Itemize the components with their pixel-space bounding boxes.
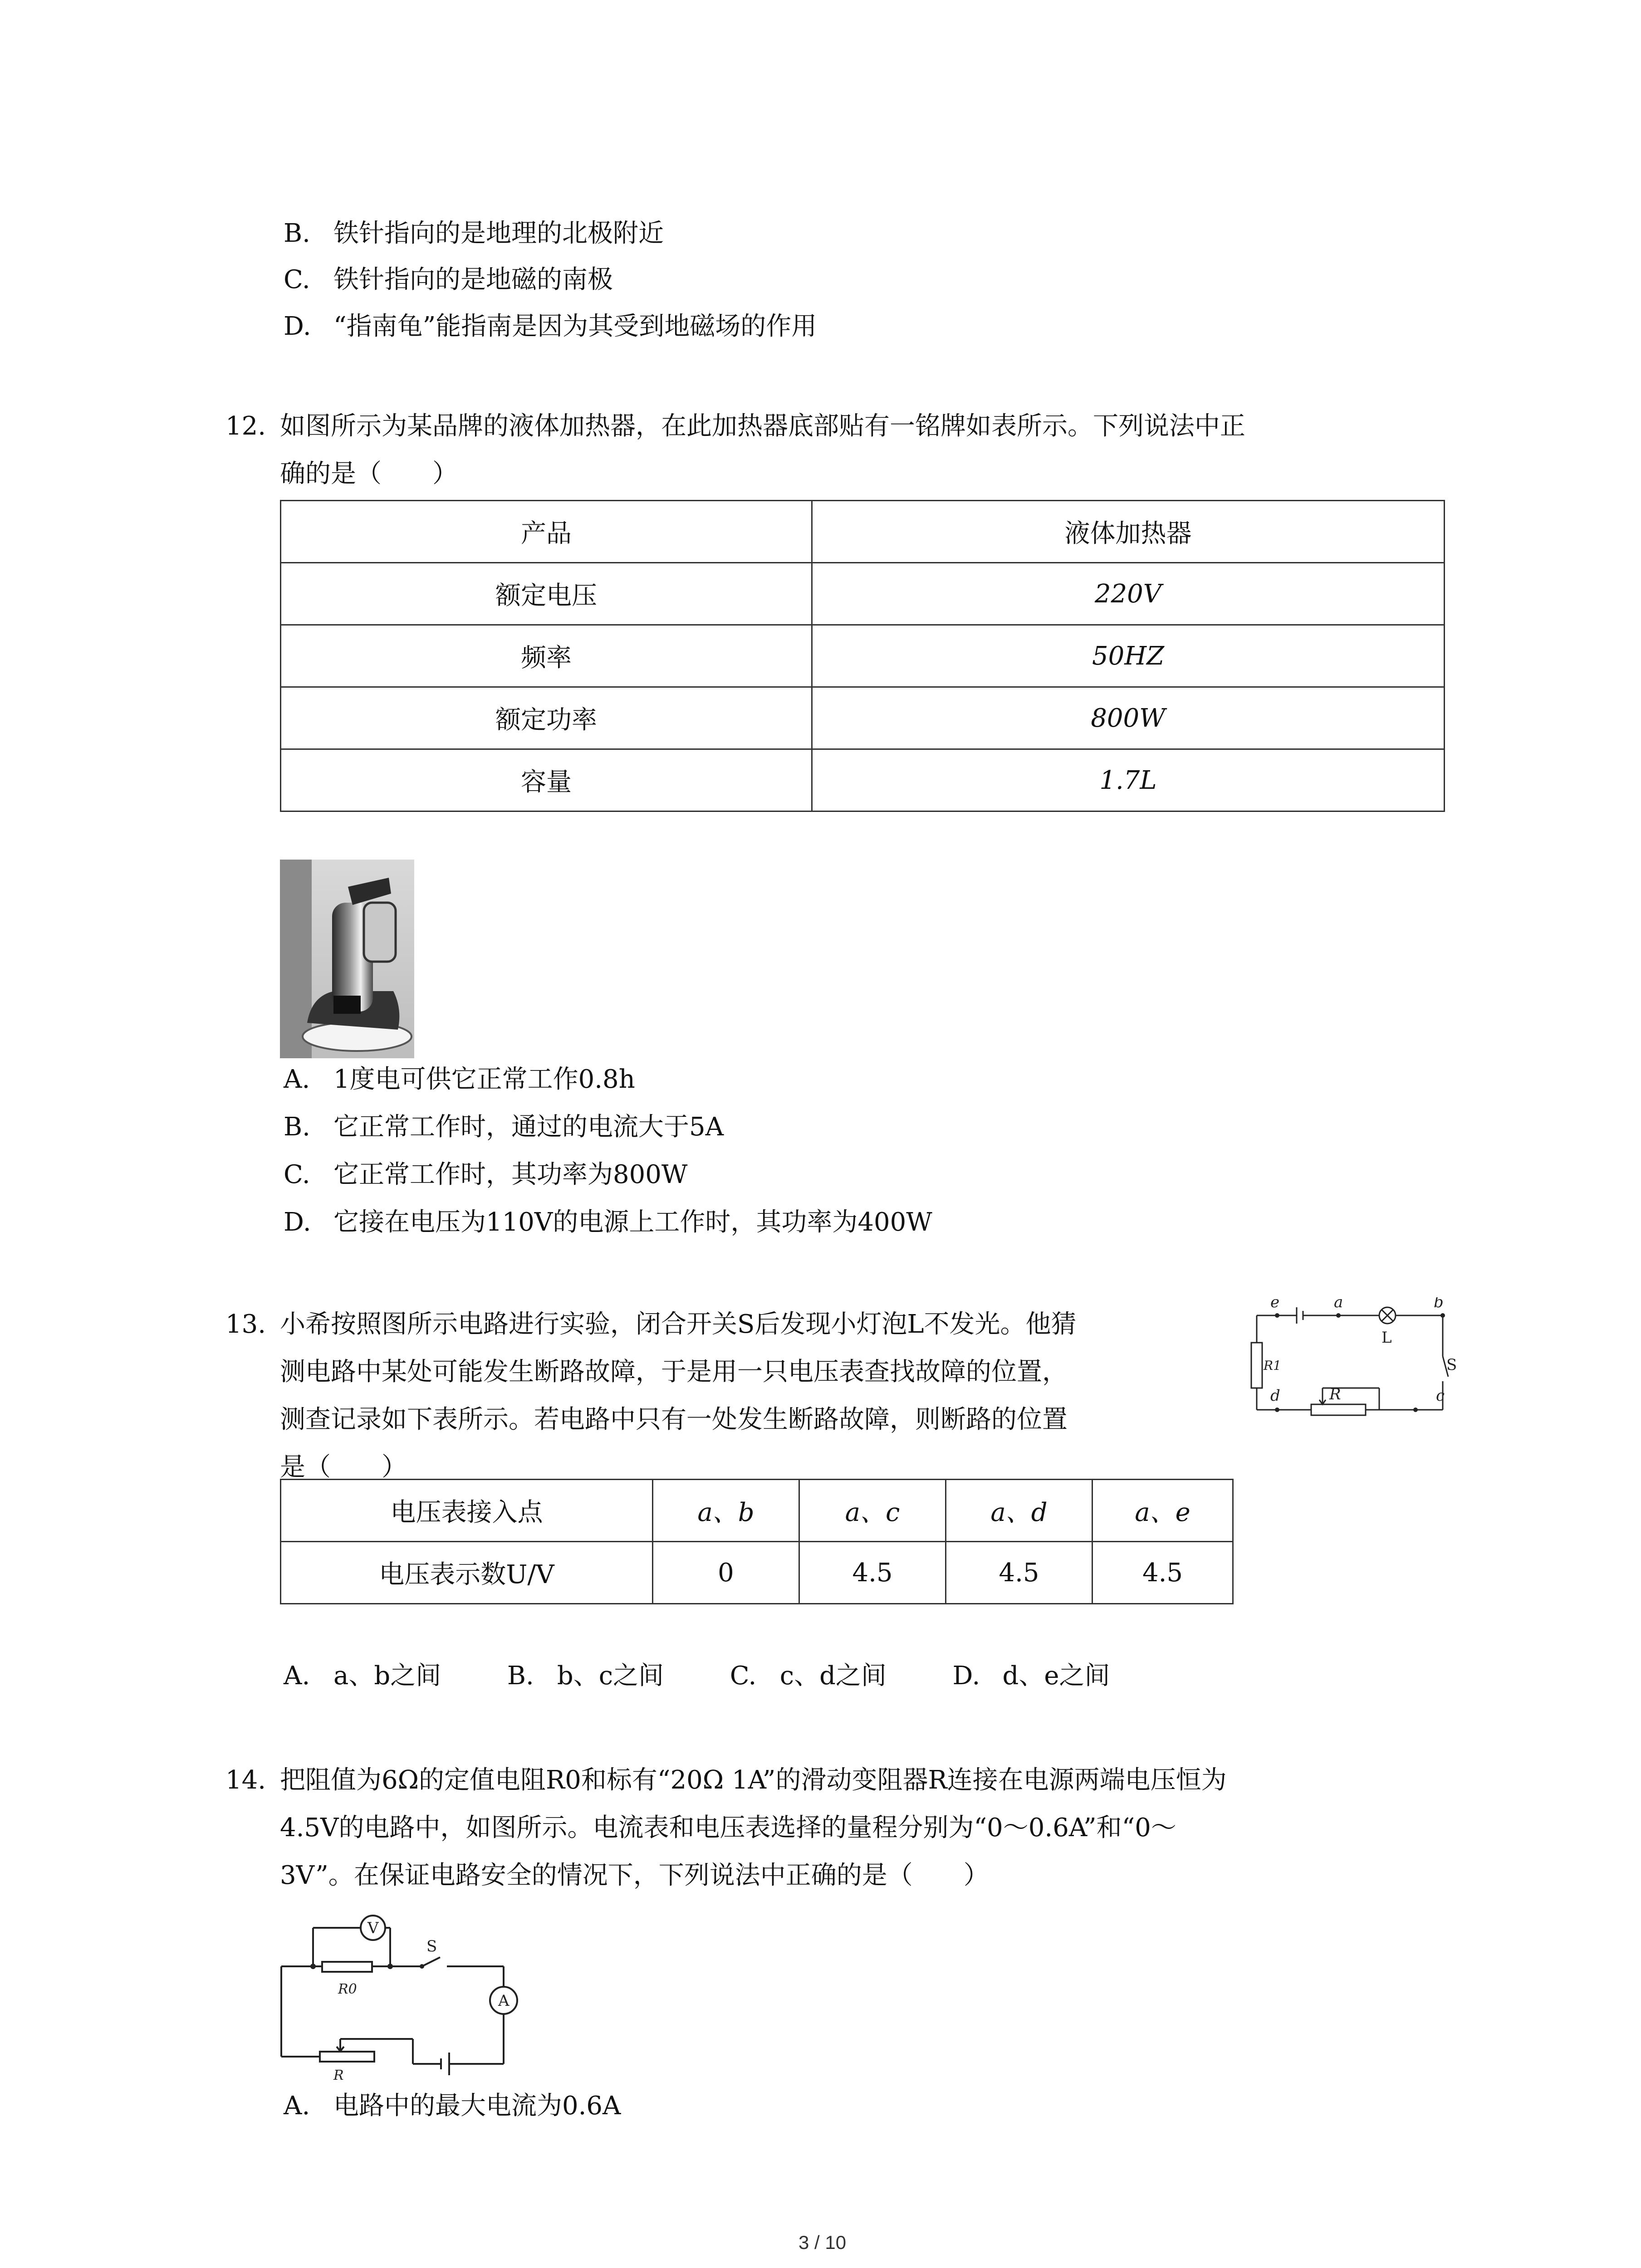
question-number: 13. [225,1310,266,1339]
question-stem: 如图所示为某品牌的液体加热器，在此加热器底部贴有一铭牌如表所示。下列说法中正 [280,411,1245,441]
table-row [281,687,1445,749]
table-cell: a、e [1092,1480,1233,1542]
option-text: 1度电可供它正常工作0.8h [333,1065,635,1094]
node-label-b: b [1434,1297,1444,1311]
question-number: 12. [225,411,266,441]
option-text: a、b之间 [333,1661,441,1691]
ammeter-label: A [498,1992,509,2010]
option-letter: C. [284,265,310,294]
node-label-e: e [1270,1297,1280,1311]
q13-circuit-diagram [1243,1297,1456,1433]
switch-label: S [1446,1356,1456,1374]
node-label-a: a [1334,1297,1343,1311]
q13-option-c [730,1661,887,1691]
q13-option-a [284,1661,441,1691]
table-row [281,749,1445,811]
table-cell: 220V [812,563,1445,625]
option-letter: C. [730,1661,757,1691]
q14-stem-line1 [225,1765,1227,1796]
option-text: 它正常工作时，通过的电流大于5A [333,1112,724,1142]
question-stem: 把阻值为6Ω的定值电阻R0和标有“20Ω 1A”的滑动变阻器R连接在电源两端电压恒为 [280,1765,1227,1795]
table-cell: 1.7L [812,749,1445,811]
option-letter: D. [952,1661,980,1691]
option-text: 电路中的最大电流为0.6A [333,2091,621,2121]
q14-option-a [284,2090,621,2122]
table-cell: 50HZ [812,625,1445,687]
option-text: 铁针指向的是地理的北极附近 [333,219,664,248]
rheostat-label: R [333,2068,344,2082]
liquid-heater-photo [280,860,414,1058]
option-letter: B. [284,219,310,248]
option-text: 它接在电压为110V的电源上工作时，其功率为400W [333,1207,932,1237]
q12-spec-table [280,500,1445,812]
table-cell: a、b [653,1480,799,1542]
option-text: b、c之间 [557,1661,664,1691]
question-stem: 小希按照图所示电路进行实验，闭合开关S后发现小灯泡L不发光。他猜 [280,1310,1077,1339]
q12-option-d [284,1207,932,1238]
lamp-label: L [1381,1329,1392,1347]
q14-circuit-diagram [277,1914,531,2082]
table-row [281,1542,1233,1604]
table-row [281,625,1445,687]
table-cell: 800W [812,687,1445,749]
circuit-svg [277,1914,531,2082]
q12-option-a [284,1064,635,1095]
q13-stem-line4: 是（ ） [280,1452,407,1482]
option-letter: B. [284,1112,310,1142]
option-letter: A. [284,1661,310,1691]
q12-option-b [284,1111,724,1143]
q13-voltmeter-table [280,1479,1234,1604]
q13-option-b [507,1661,664,1691]
q13-stem-line2: 测电路中某处可能发生断路故障，于是用一只电压表查找故障的位置， [280,1357,1068,1387]
table-cell: 液体加热器 [812,501,1445,563]
heater-illustration [280,860,414,1058]
option-text: 它正常工作时，其功率为800W [333,1160,688,1189]
q14-stem-line2: 4.5V的电路中，如图所示。电流表和电压表选择的量程分别为“0～0.6A”和“0～ [280,1813,1176,1843]
switch-label: S [426,1937,437,1955]
q12-option-c [284,1159,687,1191]
option-letter: A. [284,1065,310,1094]
option-text: d、e之间 [1002,1661,1110,1691]
table-cell: 产品 [281,501,812,563]
table-cell: 电压表示数U/V [281,1542,653,1604]
table-row [281,1480,1233,1542]
q13-stem-line1 [225,1309,1077,1340]
resistor-label: R1 [1264,1358,1281,1373]
option-letter: B. [507,1661,534,1691]
table-cell: 额定功率 [281,687,812,749]
table-row [281,563,1445,625]
table-cell: 0 [653,1542,799,1604]
option-letter: C. [284,1160,310,1189]
node-label-d: d [1270,1387,1280,1405]
circuit-svg [1243,1297,1456,1433]
resistor-label: R0 [338,1981,357,1997]
page-number: 3 / 10 [798,2232,847,2253]
q13-options-row [284,1660,1110,1692]
q13-stem-line3: 测查记录如下表所示。若电路中只有一处发生断路故障，则断路的位置 [280,1405,1068,1434]
q11-option-d [284,311,817,342]
option-text: “指南龟”能指南是因为其受到地磁场的作用 [333,312,817,341]
option-letter: A. [284,2091,310,2121]
table-row [281,501,1445,563]
q12-stem-line2: 确的是（ ） [280,459,458,489]
table-cell: 频率 [281,625,812,687]
node-label-c: c [1436,1387,1445,1405]
option-text: 铁针指向的是地磁的南极 [333,265,613,294]
option-text: c、d之间 [779,1661,887,1691]
table-cell: a、c [799,1480,946,1542]
q14-stem-line3: 3V”。在保证电路安全的情况下，下列说法中正确的是（ ） [280,1861,989,1890]
option-letter: D. [284,312,311,341]
table-cell: 容量 [281,749,812,811]
q11-option-c [284,264,613,296]
table-cell: 额定电压 [281,563,812,625]
rheostat-label: R [1329,1385,1341,1403]
question-number: 14. [225,1765,266,1795]
table-cell: 电压表接入点 [281,1480,653,1542]
table-cell: 4.5 [799,1542,946,1604]
option-letter: D. [284,1207,311,1237]
q13-option-d [953,1661,1110,1691]
table-cell: 4.5 [1092,1542,1233,1604]
q11-option-b [284,218,664,249]
table-cell: 4.5 [946,1542,1092,1604]
q12-stem-line1 [225,411,1245,442]
voltmeter-label: V [367,1919,379,1937]
table-cell: a、d [946,1480,1092,1542]
